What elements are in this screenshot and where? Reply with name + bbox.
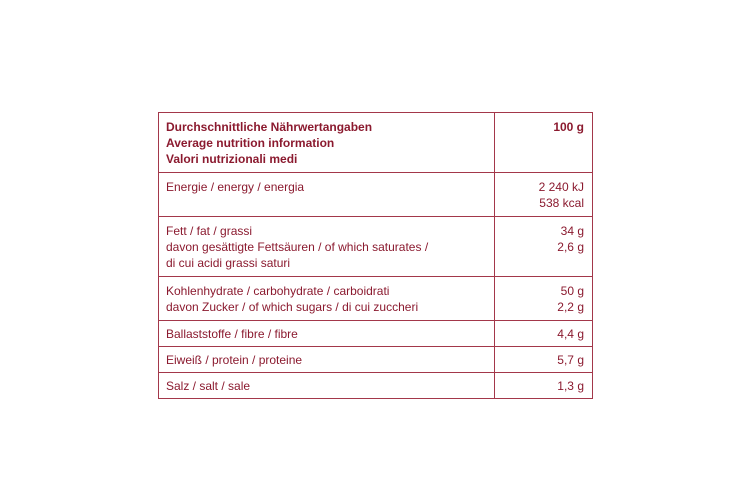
row-label-cell [159, 277, 495, 321]
energy-kj-value: 2 240 kJ [538, 180, 584, 194]
saturates-label: davon gesättigte Fettsäuren / of which saturates / [166, 240, 429, 254]
row-label-cell [159, 173, 495, 217]
table-row-fibre [159, 321, 593, 347]
saturates-value: 2,6 g [557, 240, 584, 254]
header-unit-cell [495, 113, 593, 173]
fibre-label: Ballaststoffe / fibre / fibre [166, 327, 298, 341]
table-row-carbohydrate [159, 277, 593, 321]
fat-label: Fett / fat / grassi [166, 224, 253, 238]
row-value-cell [495, 321, 593, 347]
table-row-salt [159, 373, 593, 399]
saturates-label-it: di cui acidi grassi saturi [166, 256, 291, 270]
header-title-it: Valori nutrizionali medi [166, 152, 298, 166]
salt-value: 1,3 g [557, 379, 584, 393]
carbohydrate-label: Kohlenhydrate / carbohydrate / carboidrati [166, 284, 390, 298]
table-row-fat [159, 217, 593, 277]
row-value-cell [495, 277, 593, 321]
row-label-cell [159, 347, 495, 373]
row-label-cell [159, 373, 495, 399]
energy-label: Energie / energy / energia [166, 180, 305, 194]
fat-value: 34 g [560, 224, 584, 238]
salt-label: Salz / salt / sale [166, 379, 251, 393]
carbohydrate-value: 50 g [560, 284, 584, 298]
table-row-energy [159, 173, 593, 217]
header-title-cell [159, 113, 495, 173]
table-header-row [159, 113, 593, 173]
header-title-de: Durchschnittliche Nährwertangaben [166, 120, 373, 134]
fibre-value: 4,4 g [557, 327, 584, 341]
protein-label: Eiweiß / protein / proteine [166, 353, 303, 367]
nutrition-table [158, 112, 593, 399]
sugars-value: 2,2 g [557, 300, 584, 314]
header-unit: 100 g [553, 120, 584, 134]
row-label-cell [159, 321, 495, 347]
row-label-cell [159, 217, 495, 277]
row-value-cell [495, 373, 593, 399]
sugars-label: davon Zucker / of which sugars / di cui zuccheri [166, 300, 419, 314]
row-value-cell [495, 217, 593, 277]
header-title-en: Average nutrition information [166, 136, 335, 150]
protein-value: 5,7 g [557, 353, 584, 367]
energy-kcal-value: 538 kcal [539, 196, 584, 210]
table-row-protein [159, 347, 593, 373]
row-value-cell [495, 173, 593, 217]
row-value-cell [495, 347, 593, 373]
